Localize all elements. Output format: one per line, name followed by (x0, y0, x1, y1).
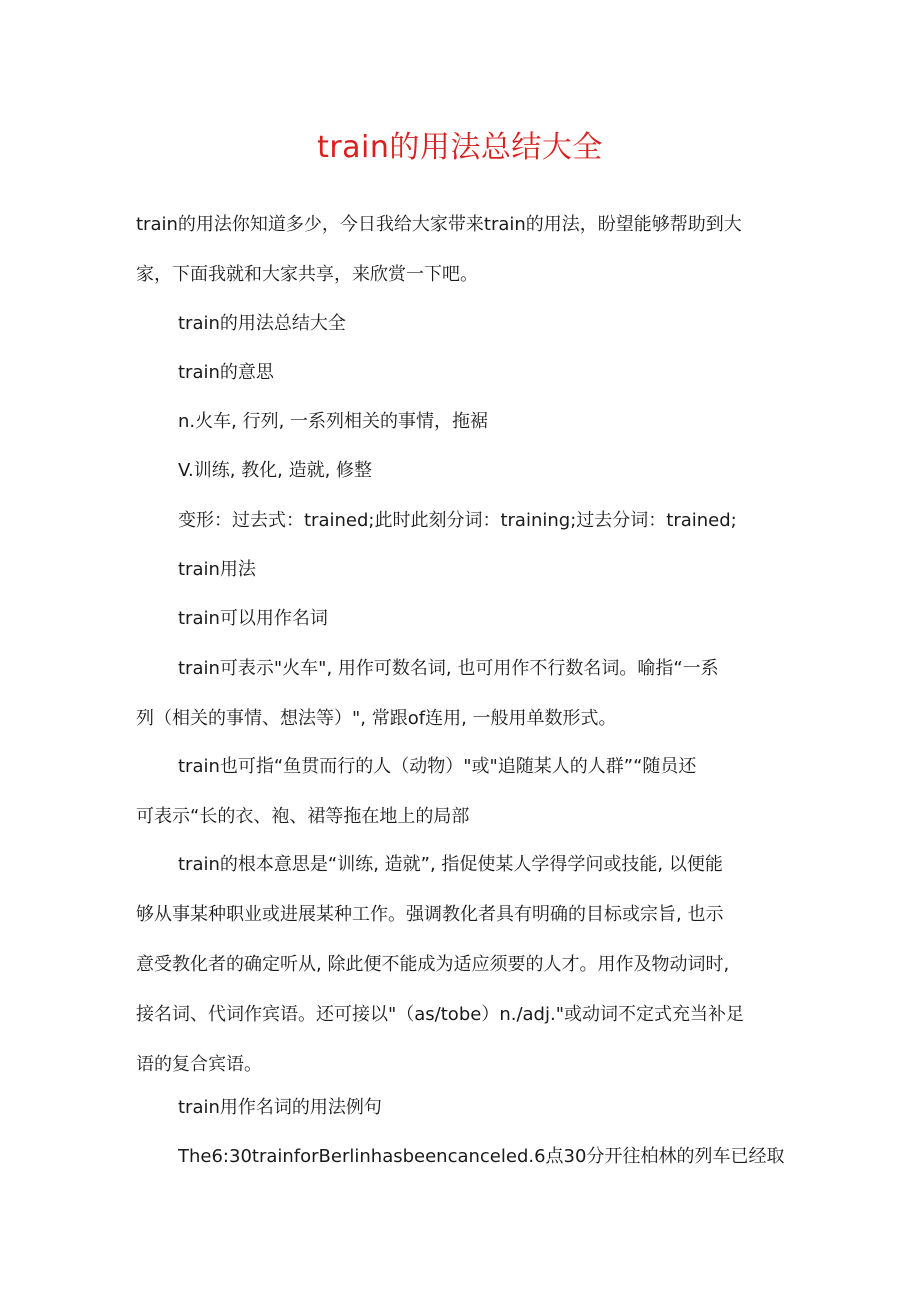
document-title: train的用法总结大全 (317, 130, 603, 165)
intro-paragraph (136, 205, 788, 294)
word-forms: 变形：过去式：trained;此时此刻分词：training;过去分词：trained; (178, 510, 737, 531)
intro-line-1: train的用法你知道多少，今日我给大家带来train的用法，盼望能够帮助到大 (136, 214, 742, 235)
verb-paragraph-line-4: 接名词、代词作宾语。还可接以"（as/tobe）n./adj."或动词不定式充当补足 (136, 1004, 744, 1025)
meaning-noun: n.火车, 行列, 一系列相关的事情，拖裾 (178, 411, 489, 432)
example-sentence-1: The6:30trainforBerlinhasbeencanceled.6点30分开往柏林的列车已经取 (178, 1146, 785, 1167)
noun-paragraph-2-line-2: 可表示“长的衣、袍、裙等拖在地上的局部 (136, 806, 470, 827)
heading-usage: train用法 (178, 559, 256, 580)
heading-meaning: train的意思 (178, 362, 274, 383)
intro-line-2: 家，下面我就和大家共享，来欣赏一下吧。 (136, 264, 478, 285)
noun-paragraph-2 (136, 747, 788, 836)
verb-paragraph-line-3: 意受教化者的确定听从, 除此便不能成为适应须要的人才。用作及物动词时, (136, 954, 730, 975)
heading-examples: train用作名词的用法例句 (178, 1097, 382, 1118)
verb-paragraph (136, 845, 788, 1084)
verb-paragraph-line-5: 语的复合宾语。 (136, 1054, 262, 1075)
heading-main: train的用法总结大全 (178, 313, 346, 334)
meaning-verb: V.训练, 教化, 造就, 修整 (178, 460, 373, 481)
noun-paragraph-2-line-1: train也可指“鱼贯而行的人（动物）"或"追随某人的人群”“随员还 (178, 756, 697, 777)
verb-paragraph-line-1: train的根本意思是“训练, 造就”, 指促使某人学得学问或技能, 以便能 (178, 854, 723, 875)
noun-paragraph-1-line-1: train可表示"火车", 用作可数名词, 也可用作不行数名词。喻指“一系 (178, 658, 719, 679)
verb-paragraph-line-2: 够从事某种职业或进展某种工作。强调教化者具有明确的目标或宗旨, 也示 (136, 904, 724, 925)
heading-noun-usage: train可以用作名词 (178, 608, 328, 629)
noun-paragraph-1 (136, 649, 788, 738)
noun-paragraph-1-line-2: 列（相关的事情、想法等）", 常跟of连用, 一般用单数形式。 (136, 708, 617, 729)
